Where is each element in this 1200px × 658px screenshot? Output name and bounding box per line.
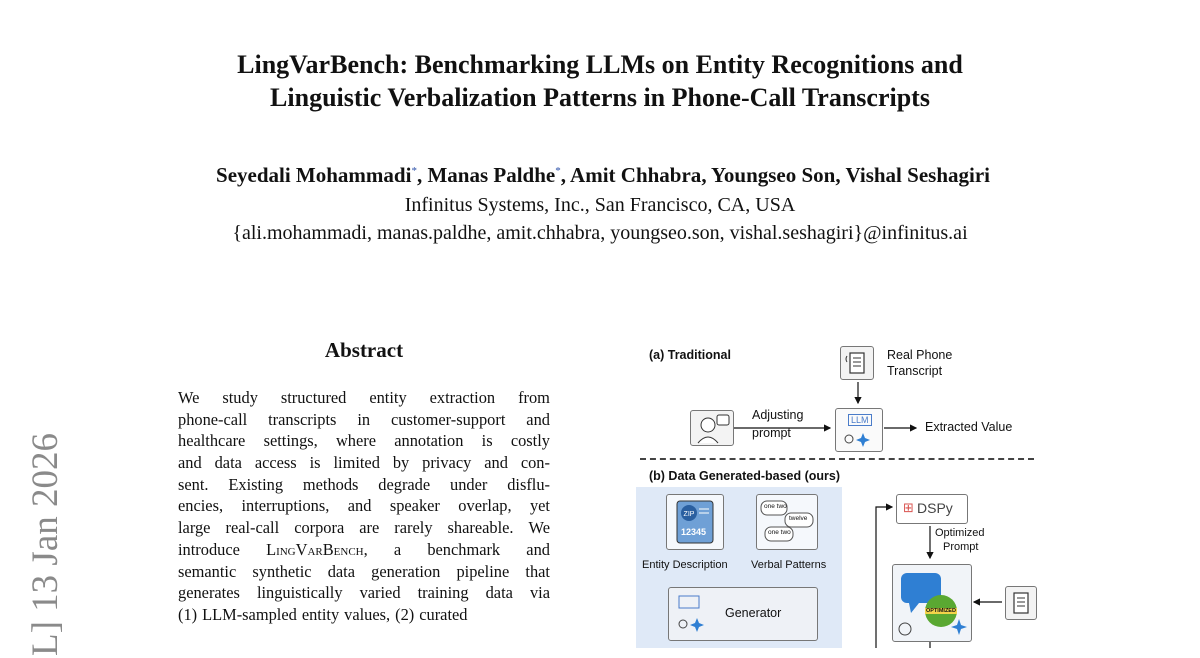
document-icon xyxy=(841,347,873,379)
abstract-word: synthetic xyxy=(252,561,312,581)
abstract-word: yet xyxy=(529,496,550,516)
optimized-prompt-box xyxy=(892,564,972,642)
paper-title xyxy=(0,48,1200,114)
transcript-icon xyxy=(840,346,874,380)
arxiv-stamp-text: L] 13 Jan 2026 xyxy=(25,433,66,656)
dspy-box xyxy=(896,494,968,524)
llm-label: LLM xyxy=(848,414,872,426)
abstract-word: and xyxy=(526,539,550,559)
entity-icon xyxy=(666,494,724,550)
abstract-word: Existing xyxy=(228,474,284,494)
title-line-2: Linguistic Verbalization Patterns in Phone-Call Transcripts xyxy=(270,83,930,112)
author-separator: , xyxy=(701,163,712,187)
abstract-word: a xyxy=(393,539,402,559)
abstract-line xyxy=(178,561,550,583)
adjusting-label-1: Adjusting xyxy=(752,408,804,422)
abstract-word: via xyxy=(529,583,550,603)
abstract-word: corpora xyxy=(294,518,345,538)
person-icon xyxy=(691,411,733,445)
abstract-word: annotation xyxy=(394,431,464,451)
author-separator: , xyxy=(416,163,428,187)
equal-contribution-mark: * xyxy=(411,165,417,177)
abstract-word: under xyxy=(450,474,488,494)
abstract-line xyxy=(178,582,550,604)
abstract-word: (1) xyxy=(178,604,198,624)
abstract-line xyxy=(178,474,550,496)
abstract-word: data xyxy=(327,561,356,581)
author-list xyxy=(0,163,1200,188)
abstract-word: degrade xyxy=(378,474,431,494)
abstract-line xyxy=(178,430,550,452)
pipeline-figure xyxy=(630,340,1050,648)
abstract-word: extraction xyxy=(429,388,496,407)
generator-label: Generator xyxy=(725,606,782,620)
llm-box-traditional xyxy=(835,408,883,452)
author-name: Youngseo Son xyxy=(711,163,836,187)
abstract-word: interruptions, xyxy=(241,496,330,516)
label-data-generated: (b) Data Generated-based (ours) xyxy=(649,469,841,483)
equal-contribution-mark: * xyxy=(555,165,561,177)
abstract-word: costly xyxy=(510,431,550,451)
generator-llm-icon xyxy=(673,588,713,640)
abstract-word: overlap, xyxy=(458,496,512,516)
abstract-word: entity xyxy=(301,604,340,624)
abstract-word: entity xyxy=(369,388,407,407)
author-name: Amit Chhabra xyxy=(570,163,702,187)
author-name: Seyedali Mohammadi xyxy=(216,163,412,187)
affiliation: Infinitus Systems, Inc., San Francisco, CA, USA xyxy=(404,194,796,216)
author-separator: , xyxy=(560,163,571,187)
label-traditional: (a) Traditional xyxy=(649,348,731,362)
bubble-3: one two xyxy=(768,529,791,536)
abstract-word: study xyxy=(222,388,258,407)
abstract-word: and xyxy=(484,453,508,473)
abstract-word: by xyxy=(392,453,410,473)
abstract-line xyxy=(178,517,550,539)
dspy-logo-icon: ⊞ xyxy=(903,500,914,515)
abstract-word: con- xyxy=(520,453,550,473)
abstract-word: pipeline xyxy=(456,561,510,581)
extracted-value-label: Extracted Value xyxy=(925,420,1013,434)
adjusting-label-2: prompt xyxy=(752,426,791,440)
transcript-icon-b xyxy=(1005,586,1037,620)
abstract-word: and xyxy=(178,453,202,473)
abstract-word: and xyxy=(526,409,550,429)
abstract-heading: Abstract xyxy=(324,338,404,362)
abstract-word: encies, xyxy=(178,496,224,516)
real-phone-label-1: Real Phone xyxy=(887,348,953,362)
abstract-word: structured xyxy=(280,388,347,407)
arxiv-stamp xyxy=(18,388,78,658)
abstract-word: that xyxy=(525,561,550,581)
author-separator: , xyxy=(835,163,846,187)
entity-description-label: Entity Description xyxy=(642,559,728,571)
abstract-word: semantic xyxy=(178,561,237,581)
section-divider xyxy=(640,458,1034,460)
abstract-word: transcripts xyxy=(268,409,337,429)
abstract-word: is xyxy=(481,431,493,451)
verbal-icon xyxy=(756,494,818,550)
optimized-prompt-icon xyxy=(893,565,971,641)
document-icon xyxy=(1006,587,1036,619)
abstract-line xyxy=(178,387,550,409)
abstract-word: healthcare xyxy=(178,431,246,451)
author-emails: {ali.mohammadi, manas.paldhe, amit.chhabra, youngseo.son, vishal.seshagiri}@infinitus.ai xyxy=(232,222,968,244)
abstract-word: training xyxy=(417,583,469,603)
bubble-1: one two xyxy=(764,503,787,510)
abstract-word: LLM-sampled xyxy=(202,604,297,624)
arrow-loop-to-dspy xyxy=(876,507,892,648)
optimized-badge: OPTIMIZED xyxy=(926,608,956,614)
abstract-word: large xyxy=(178,518,211,538)
abstract-word: data xyxy=(214,453,242,473)
abstract-word: settings, xyxy=(263,431,318,451)
generator-box xyxy=(668,587,818,641)
abstract-word: varied xyxy=(359,583,401,603)
abstract-word: customer-support xyxy=(390,409,506,429)
abstract-word: data xyxy=(485,583,513,603)
zip-number: 12345 xyxy=(681,527,707,537)
engineer-icon xyxy=(690,410,734,446)
abstract-word: We xyxy=(528,518,550,538)
abstract-word: disflu- xyxy=(507,474,550,494)
abstract-word: generates xyxy=(178,583,240,603)
abstract-line xyxy=(178,539,550,561)
abstract-word: generation xyxy=(371,561,441,581)
abstract-word: LingVarBench, xyxy=(266,539,368,559)
title-line-1: LingVarBench: Benchmarking LLMs on Entity Recognitions and xyxy=(237,50,963,79)
abstract-word: access xyxy=(254,453,297,473)
abstract-word: are xyxy=(359,518,380,538)
optimized-label-1: Optimized xyxy=(935,527,985,539)
author-name: Manas Paldhe xyxy=(427,163,556,187)
abstract-word: phone-call xyxy=(178,409,248,429)
abstract-word: linguistically xyxy=(256,583,343,603)
author-name: Vishal Seshagiri xyxy=(845,163,990,187)
real-phone-label-2: Transcript xyxy=(887,364,943,378)
abstract-word: curated xyxy=(419,604,468,624)
abstract-word: We xyxy=(178,388,200,407)
abstract-body xyxy=(178,387,550,626)
abstract-word: where xyxy=(335,431,377,451)
abstract-word: benchmark xyxy=(427,539,501,559)
bubble-2: twelve xyxy=(789,515,808,522)
zip-code-icon xyxy=(667,495,723,549)
verbal-patterns-label: Verbal Patterns xyxy=(751,559,827,571)
abstract-word: shareable. xyxy=(447,518,514,538)
abstract-word: and xyxy=(347,496,372,516)
abstract-word: (2) xyxy=(395,604,415,624)
abstract-word: in xyxy=(357,409,371,429)
abstract-word: rarely xyxy=(394,518,433,538)
abstract-line xyxy=(178,452,550,474)
abstract-line xyxy=(178,409,550,431)
llm-model-icons xyxy=(836,409,882,451)
abstract-line xyxy=(178,495,550,517)
abstract-word: privacy xyxy=(422,453,472,473)
optimized-label-2: Prompt xyxy=(943,541,979,553)
abstract-word: from xyxy=(518,388,550,407)
abstract-word: methods xyxy=(302,474,359,494)
abstract-word: introduce xyxy=(178,539,240,559)
dspy-label: DSPy xyxy=(917,500,953,516)
abstract-word: is xyxy=(309,453,321,473)
abstract-line xyxy=(178,604,550,626)
abstract-word: speaker xyxy=(389,496,440,516)
abstract-word: values, xyxy=(344,604,391,624)
abstract-word: limited xyxy=(333,453,380,473)
abstract-word: real-call xyxy=(225,518,280,538)
abstract-word: sent. xyxy=(178,474,209,494)
svg-text:ZIP: ZIP xyxy=(683,511,695,518)
